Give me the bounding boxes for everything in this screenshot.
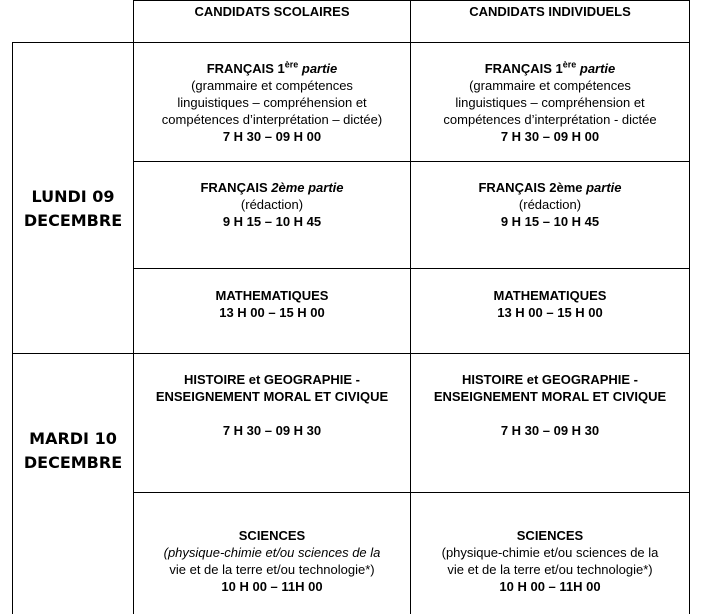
exam-desc: (rédaction) <box>518 197 582 212</box>
cell-maths-individuels <box>411 287 689 321</box>
exam-time: 7 H 30 – 09 H 00 <box>500 129 600 144</box>
exam-title: FRANÇAIS 1ère partie <box>484 59 616 76</box>
exam-desc: (grammaire et compétences <box>469 78 631 93</box>
exam-desc: compétences d’interprétation – dictée) <box>161 112 383 127</box>
cell-francais2-scolaires <box>134 179 410 230</box>
exam-time: 9 H 15 – 10 H 45 <box>500 214 600 229</box>
cell-francais1-individuels <box>411 60 689 145</box>
exam-desc: linguistiques – compréhension et <box>455 95 645 110</box>
header-candidats-scolaires: CANDIDATS SCOLAIRES <box>194 4 350 19</box>
exam-title: FRANÇAIS 2ème partie <box>200 180 344 195</box>
exam-time: 13 H 00 – 15 H 00 <box>219 305 325 320</box>
exam-time: 7 H 30 – 09 H 30 <box>222 423 322 438</box>
header-candidats-individuels: CANDIDATS INDIVIDUELS <box>469 4 631 19</box>
exam-desc: vie et de la terre et/ou technologie*) <box>169 562 375 577</box>
exam-title: ENSEIGNEMENT MORAL ET CIVIQUE <box>433 389 667 404</box>
cell-histoire-individuels <box>411 371 689 439</box>
border-header-bottom <box>12 42 689 43</box>
cell-sciences-scolaires <box>134 527 410 595</box>
exam-desc: linguistiques – compréhension et <box>177 95 367 110</box>
exam-desc: (grammaire et compétences <box>191 78 353 93</box>
day-lundi-line2: DECEMBRE <box>23 211 123 230</box>
exam-desc: (rédaction) <box>240 197 304 212</box>
exam-title: FRANÇAIS 2ème partie <box>478 180 622 195</box>
day-label-mardi <box>13 427 133 475</box>
exam-time: 9 H 15 – 10 H 45 <box>222 214 322 229</box>
cell-francais2-individuels <box>411 179 689 230</box>
exam-title: HISTOIRE et GEOGRAPHIE - <box>461 372 638 387</box>
exam-time: 10 H 00 – 11H 00 <box>221 579 323 594</box>
border-top <box>133 0 689 1</box>
day-divider <box>12 353 689 354</box>
exam-title: MATHEMATIQUES <box>493 288 607 303</box>
exam-time: 13 H 00 – 15 H 00 <box>497 305 603 320</box>
row-divider-1 <box>133 161 689 162</box>
exam-title: SCIENCES <box>238 528 306 543</box>
exam-time: 10 H 00 – 11H 00 <box>499 579 601 594</box>
cell-maths-scolaires <box>134 287 410 321</box>
exam-desc: compétences d’interprétation - dictée <box>443 112 657 127</box>
day-mardi-line1: MARDI 10 <box>29 429 117 448</box>
row-divider-2 <box>133 268 689 269</box>
exam-time: 7 H 30 – 09 H 00 <box>222 129 322 144</box>
cell-histoire-scolaires <box>134 371 410 439</box>
exam-title: HISTOIRE et GEOGRAPHIE - <box>183 372 360 387</box>
exam-title: MATHEMATIQUES <box>215 288 329 303</box>
day-lundi-line1: LUNDI 09 <box>31 187 115 206</box>
exam-desc: vie et de la terre et/ou technologie*) <box>447 562 653 577</box>
exam-desc: (physique-chimie et/ou sciences de la <box>441 545 659 560</box>
exam-title: SCIENCES <box>516 528 584 543</box>
row-divider-3 <box>133 492 689 493</box>
day-mardi-line2: DECEMBRE <box>23 453 123 472</box>
cell-sciences-individuels <box>411 527 689 595</box>
cell-francais1-scolaires <box>134 60 410 145</box>
day-label-lundi <box>13 185 133 233</box>
exam-title: ENSEIGNEMENT MORAL ET CIVIQUE <box>155 389 389 404</box>
border-left <box>12 42 13 614</box>
exam-desc: (physique-chimie et/ou sciences de la <box>163 545 381 560</box>
exam-title: FRANÇAIS 1ère partie <box>206 59 338 76</box>
exam-time: 7 H 30 – 09 H 30 <box>500 423 600 438</box>
border-right <box>689 0 690 614</box>
